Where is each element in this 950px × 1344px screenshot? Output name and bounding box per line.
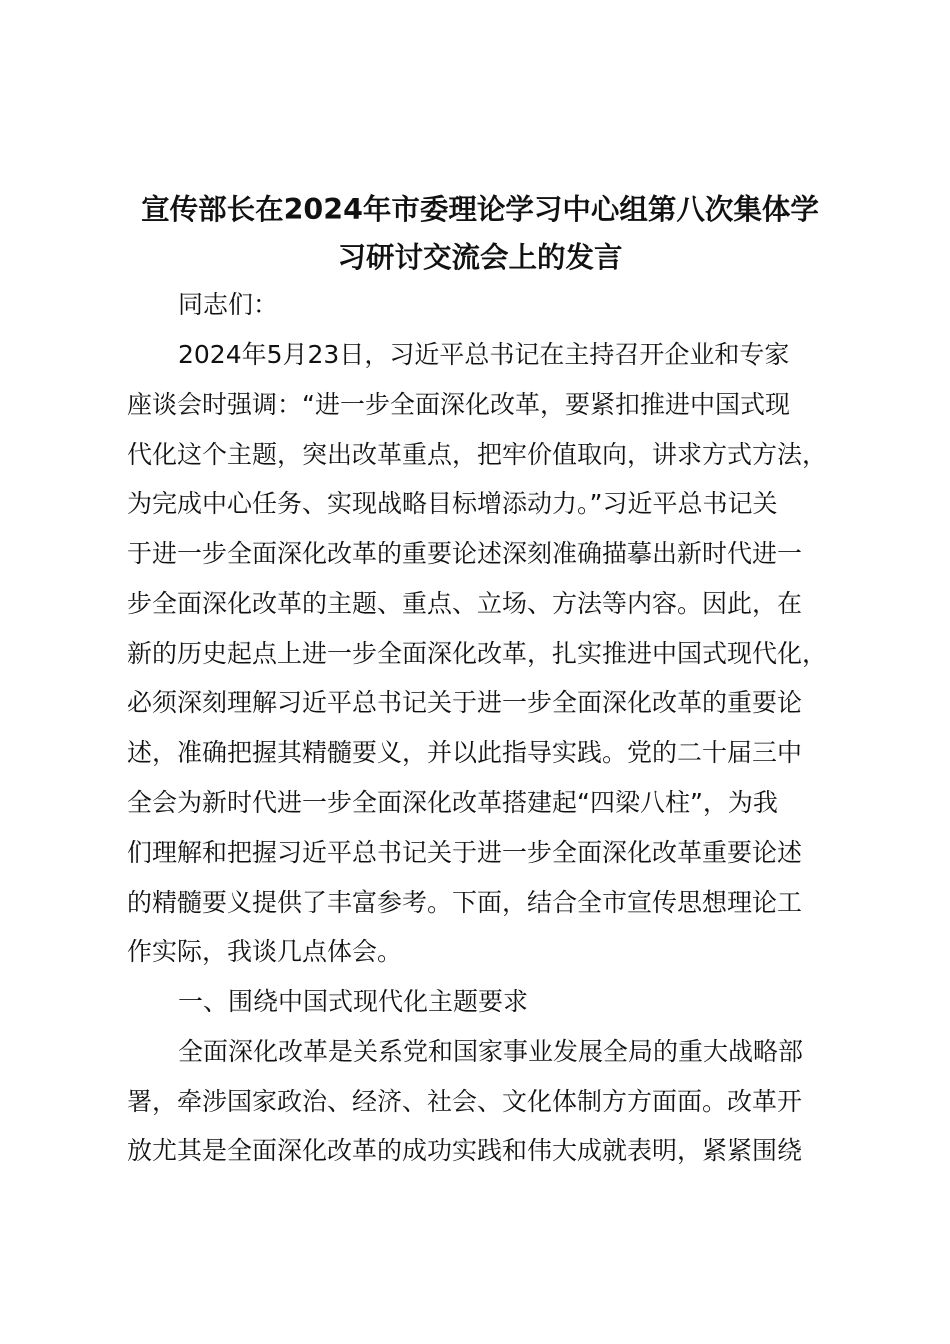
- section-heading: 一、围绕中国式现代化主题要求: [178, 987, 529, 1016]
- paragraph-1-line: 的精髓要义提供了丰富参考。下面，结合全市宣传思想理论工: [127, 888, 803, 917]
- paragraph-1-line: 新的历史起点上进一步全面深化改革，扎实推进中国式现代化，: [127, 639, 828, 668]
- paragraph-1-line: 座谈会时强调：“进一步全面深化改革，要紧扣推进中国式现: [127, 390, 790, 419]
- salutation: 同志们：: [178, 290, 279, 319]
- paragraph-2-line: 放尤其是全面深化改革的成功实践和伟大成就表明，紧紧围绕: [127, 1136, 803, 1165]
- paragraph-1-line: 步全面深化改革的主题、重点、立场、方法等内容。因此，在: [127, 589, 803, 618]
- paragraph-1-line: 于进一步全面深化改革的重要论述深刻准确描摹出新时代进一: [127, 539, 803, 568]
- document-title-line-1: 宣传部长在2024年市委理论学习中心组第八次集体学: [141, 193, 819, 226]
- paragraph-1-line: 作实际，我谈几点体会。: [127, 937, 403, 966]
- paragraph-1-line: 述，准确把握其精髓要义，并以此指导实践。党的二十届三中: [127, 738, 803, 767]
- paragraph-2-line: 全面深化改革是关系党和国家事业发展全局的重大战略部: [178, 1037, 804, 1066]
- paragraph-1-line: 为完成中心任务、实现战略目标增添动力。”习近平总书记关: [127, 489, 778, 518]
- paragraph-1-line: 全会为新时代进一步全面深化改革搭建起“四梁八柱”，为我: [127, 788, 778, 817]
- document-title-line-2: 习研讨交流会上的发言: [337, 241, 623, 274]
- paragraph-1-line: 2024年5月23日，习近平总书记在主持召开企业和专家: [178, 340, 790, 369]
- paragraph-2-line: 署，牵涉国家政治、经济、社会、文化体制方方面面。改革开: [127, 1087, 803, 1116]
- paragraph-1-line: 代化这个主题，突出改革重点，把牢价值取向，讲求方式方法，: [127, 440, 828, 469]
- paragraph-1-line: 们理解和把握习近平总书记关于进一步全面深化改革重要论述: [127, 838, 803, 867]
- paragraph-1-line: 必须深刻理解习近平总书记关于进一步全面深化改革的重要论: [127, 688, 803, 717]
